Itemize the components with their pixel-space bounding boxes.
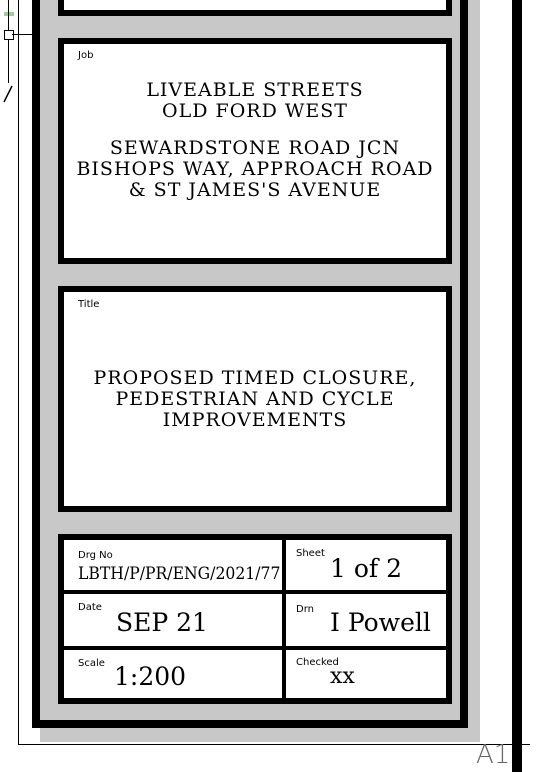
sheet-border-left <box>18 0 19 744</box>
drawing-grip-marker <box>4 12 14 16</box>
title-panel <box>58 286 452 512</box>
job-line-3: SEWARDSTONE ROAD JCN <box>109 137 401 159</box>
info-panel <box>58 534 452 704</box>
info-grid-divider-h2 <box>64 646 446 650</box>
title-label: Title <box>78 299 100 310</box>
crosshair-vertical-line-lower <box>8 38 9 83</box>
sheet-value: 1 of 2 <box>330 554 403 583</box>
title-line-3: IMPROVEMENTS <box>162 409 348 431</box>
job-line-2: OLD FORD WEST <box>162 100 348 122</box>
drawing-line-fragment <box>0 84 16 104</box>
date-value: SEP 21 <box>116 608 208 637</box>
title-line-2: PEDESTRIAN AND CYCLE <box>115 388 395 410</box>
drg-no-value: LBTH/P/PR/ENG/2021/77 <box>78 564 281 584</box>
sheet-label: Sheet <box>296 548 325 559</box>
checked-label: Checked <box>296 657 339 668</box>
info-grid-divider-v <box>282 540 286 698</box>
job-line-1: LIVEABLE STREETS <box>146 79 364 101</box>
scale-value: 1:200 <box>114 662 187 691</box>
job-line-5: & ST JAMES'S AVENUE <box>128 179 382 201</box>
crosshair-pickbox[interactable] <box>4 30 14 40</box>
checked-value: xx <box>330 664 355 689</box>
top-panel <box>58 0 452 16</box>
date-label: Date <box>78 602 102 613</box>
job-line-4: BISHOPS WAY, APPROACH ROAD <box>76 158 434 180</box>
drg-no-label: Drg No <box>78 550 113 561</box>
info-grid-divider-h1 <box>64 590 446 594</box>
drn-value: I Powell <box>330 608 431 637</box>
paper-size-label: A1 <box>476 740 511 770</box>
title-line-1: PROPOSED TIMED CLOSURE, <box>93 367 417 389</box>
crosshair-vertical-line <box>8 0 9 30</box>
scale-label: Scale <box>78 658 105 669</box>
job-label: Job <box>78 50 94 61</box>
sheet-border-right <box>512 0 522 772</box>
sheet-border-bottom <box>18 744 530 745</box>
drn-label: Drn <box>296 604 314 615</box>
job-panel <box>58 38 452 264</box>
